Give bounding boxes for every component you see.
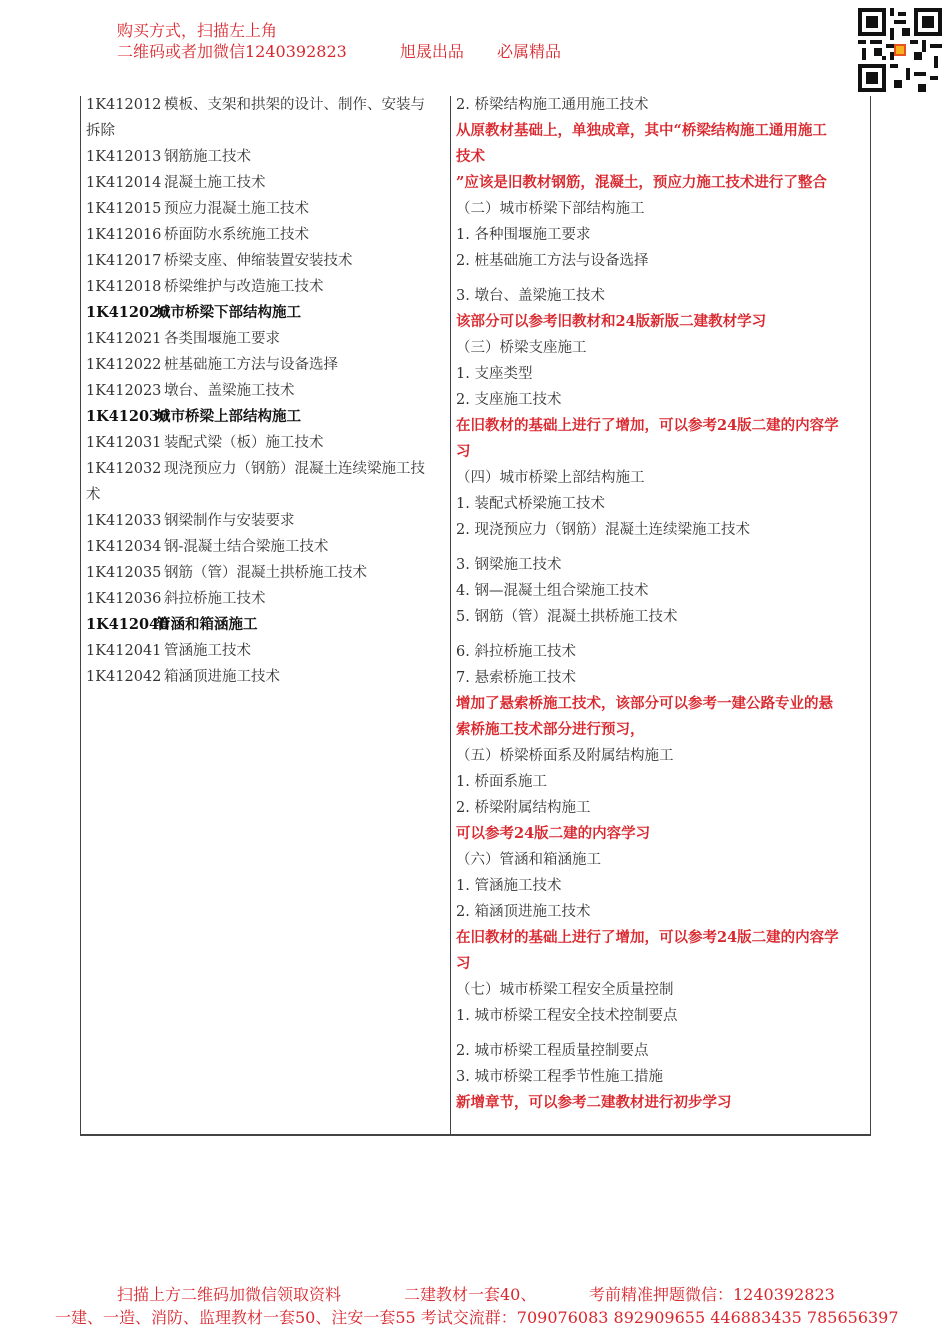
section-code: 1K412031 — [86, 435, 162, 451]
section-title: 城市桥梁下部结构施工 — [156, 304, 301, 321]
right-item: 4. 钢—混凝土组合梁施工技术 — [456, 583, 649, 599]
right-item: 1. 管涵施工技术 — [456, 878, 562, 894]
footer-price-note: 二建教材一套40、 — [404, 1285, 537, 1304]
section-code: 1K412036 — [86, 591, 162, 607]
right-item: 2. 桥梁结构施工通用施工技术 — [456, 97, 649, 113]
left-item — [86, 378, 446, 404]
right-item: 2. 桩基础施工方法与设备选择 — [456, 253, 649, 269]
qr-code-icon — [858, 8, 942, 92]
right-item: 2. 城市桥梁工程质量控制要点 — [456, 1043, 649, 1059]
section-code: 1K412040 — [86, 616, 170, 633]
section-code: 1K412034 — [86, 539, 162, 555]
right-item: （三）桥梁支座施工 — [456, 340, 587, 356]
change-note: 增加了悬索桥施工技术，该部分可以参考一建公路专业的悬 — [456, 695, 833, 712]
left-item — [86, 534, 446, 560]
left-item — [86, 586, 446, 612]
right-item: （五）桥梁桥面系及附属结构施工 — [456, 748, 674, 764]
section-code: 1K412032 — [86, 461, 162, 477]
left-item-continuation: 术 — [86, 487, 101, 503]
change-note: 该部分可以参考旧教材和24版新版二建教材学习 — [456, 313, 767, 330]
right-item: 2. 桥梁附属结构施工 — [456, 800, 591, 816]
section-title: 装配式梁（板）施工技术 — [164, 435, 324, 451]
left-item — [86, 248, 446, 274]
left-item — [86, 404, 446, 430]
section-title: 钢-混凝土结合梁施工技术 — [164, 539, 329, 555]
section-title: 混凝土施工技术 — [164, 175, 266, 191]
section-code: 1K412033 — [86, 513, 162, 529]
right-item: （七）城市桥梁工程安全质量控制 — [456, 982, 674, 998]
section-title: 管涵和箱涵施工 — [156, 616, 258, 633]
right-item: 3. 钢梁施工技术 — [456, 557, 562, 573]
left-item — [86, 170, 446, 196]
change-note: 在旧教材的基础上进行了增加，可以参考24版二建的内容学 — [456, 929, 839, 946]
footer-scan-note: 扫描上方二维码加微信领取资料 — [117, 1285, 342, 1304]
right-item: 1. 装配式桥梁施工技术 — [456, 496, 605, 512]
new-syllabus-column — [456, 92, 864, 1116]
section-title: 钢筋（管）混凝土拱桥施工技术 — [164, 565, 367, 581]
footer — [0, 1283, 950, 1329]
left-item — [86, 92, 446, 118]
section-title: 桥梁支座、伸缩装置安装技术 — [164, 253, 353, 269]
section-code: 1K412017 — [86, 253, 162, 269]
right-item: （六）管涵和箱涵施工 — [456, 852, 601, 868]
left-item — [86, 196, 446, 222]
right-item: （二）城市桥梁下部结构施工 — [456, 201, 645, 217]
old-syllabus-column — [86, 92, 446, 690]
section-code: 1K412023 — [86, 383, 162, 399]
section-code: 1K412022 — [86, 357, 162, 373]
change-note: 技术 — [456, 148, 485, 165]
section-title: 钢筋施工技术 — [164, 149, 251, 165]
left-item — [86, 560, 446, 586]
change-note: 习 — [456, 443, 471, 460]
right-item: 1. 城市桥梁工程安全技术控制要点 — [456, 1008, 678, 1024]
section-title: 城市桥梁上部结构施工 — [156, 408, 301, 425]
right-item: （四）城市桥梁上部结构施工 — [456, 470, 645, 486]
table-column-divider — [450, 96, 451, 1134]
left-item — [86, 144, 446, 170]
change-note: ”应该是旧教材钢筋，混凝土，预应力施工技术进行了整合 — [456, 174, 827, 191]
section-code: 1K412016 — [86, 227, 162, 243]
change-note: 习 — [456, 955, 471, 972]
section-title: 预应力混凝土施工技术 — [164, 201, 309, 217]
section-code: 1K412035 — [86, 565, 162, 581]
section-code: 1K412042 — [86, 669, 162, 685]
right-item: 1. 桥面系施工 — [456, 774, 547, 790]
left-item — [86, 664, 446, 690]
section-title: 模板、支架和拱架的设计、制作、安装与 — [164, 97, 425, 113]
right-item: 5. 钢筋（管）混凝土拱桥施工技术 — [456, 609, 678, 625]
footer-wechat: 考前精准押题微信：1240392823 — [589, 1285, 835, 1304]
header-slogan: 必属精品 — [497, 42, 562, 61]
change-note: 可以参考24版二建的内容学习 — [456, 825, 651, 842]
right-item: 1. 支座类型 — [456, 366, 533, 382]
footer-groups: 一建、一造、消防、监理教材一套50、注安一套55 考试交流群：709076083 892909655 446883435 785656397 — [55, 1308, 899, 1327]
left-item — [86, 456, 446, 482]
left-item — [86, 300, 446, 326]
section-title: 墩台、盖梁施工技术 — [164, 383, 295, 399]
header-line1: 购买方式，扫描左上角 — [117, 21, 278, 40]
header-contact: 二维码或者加微信1240392823 — [117, 42, 347, 61]
change-note: 新增章节，可以参考二建教材进行初步学习 — [456, 1094, 732, 1111]
section-code: 1K412012 — [86, 97, 162, 113]
right-item: 3. 墩台、盖梁施工技术 — [456, 288, 605, 304]
section-code: 1K412041 — [86, 643, 162, 659]
left-item — [86, 612, 446, 638]
section-code: 1K412015 — [86, 201, 162, 217]
section-title: 现浇预应力（钢筋）混凝土连续梁施工技 — [164, 461, 425, 477]
left-item — [86, 274, 446, 300]
left-item-continuation: 拆除 — [86, 123, 115, 139]
section-code: 1K412018 — [86, 279, 162, 295]
section-code: 1K412013 — [86, 149, 162, 165]
right-item: 7. 悬索桥施工技术 — [456, 670, 576, 686]
section-title: 桩基础施工方法与设备选择 — [164, 357, 338, 373]
right-item: 3. 城市桥梁工程季节性施工措施 — [456, 1069, 663, 1085]
left-item — [86, 638, 446, 664]
right-item: 6. 斜拉桥施工技术 — [456, 644, 576, 660]
right-item: 2. 箱涵顶进施工技术 — [456, 904, 591, 920]
change-note: 在旧教材的基础上进行了增加，可以参考24版二建的内容学 — [456, 417, 839, 434]
left-item — [86, 430, 446, 456]
left-item — [86, 326, 446, 352]
section-code: 1K412021 — [86, 331, 162, 347]
right-item: 2. 支座施工技术 — [456, 392, 562, 408]
section-code: 1K412030 — [86, 408, 170, 425]
header-producer: 旭晟出品 — [399, 42, 464, 61]
section-title: 桥面防水系统施工技术 — [164, 227, 309, 243]
left-item — [86, 508, 446, 534]
section-title: 箱涵顶进施工技术 — [164, 669, 280, 685]
left-item — [86, 222, 446, 248]
section-code: 1K412014 — [86, 175, 162, 191]
header-line2 — [117, 41, 561, 62]
right-item: 1. 各种围堰施工要求 — [456, 227, 591, 243]
section-title: 各类围堰施工要求 — [164, 331, 280, 347]
section-title: 斜拉桥施工技术 — [164, 591, 266, 607]
header — [117, 20, 561, 62]
right-item: 2. 现浇预应力（钢筋）混凝土连续梁施工技术 — [456, 522, 750, 538]
section-code: 1K412020 — [86, 304, 170, 321]
section-title: 管涵施工技术 — [164, 643, 251, 659]
change-note: 从原教材基础上，单独成章，其中“桥梁结构施工通用施工 — [456, 122, 827, 139]
section-title: 桥梁维护与改造施工技术 — [164, 279, 324, 295]
left-item — [86, 352, 446, 378]
change-note: 索桥施工技术部分进行预习， — [456, 721, 645, 738]
section-title: 钢梁制作与安装要求 — [164, 513, 295, 529]
